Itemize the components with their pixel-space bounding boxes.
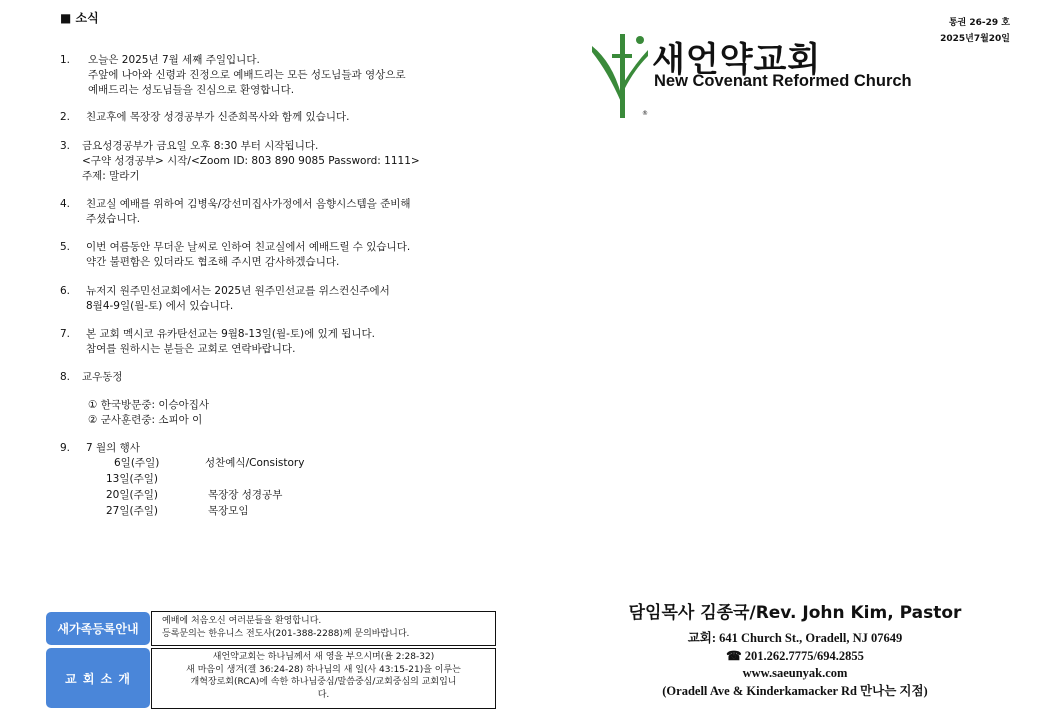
event-row: 27일(주일) 목장모임	[106, 505, 249, 517]
church-intro-badge: 교 회 소 개	[46, 648, 150, 708]
church-website[interactable]: www.saeunyak.com	[742, 666, 848, 680]
church-intro-box: 새언약교회는 하나님께서 새 영을 부으시며(욜 2:28-32) 새 마음이 생겨(겔 36:24-28) 하나님의 새 일(사 43:15-21)을 이루는 개혁장로회(RCA)에 속한 하나님중심/말씀중심/교회중심의 교회입니 다.	[151, 648, 496, 709]
registration-box: 예배에 처음오신 여러분들을 환영합니다. 등록문의는 한유니스 전도사(201-388-2288)께 문의바랍니다.	[151, 611, 496, 646]
church-logo	[590, 32, 990, 122]
member-news-item: ② 군사훈련중: 소피아 이	[88, 414, 203, 426]
contact-info	[600, 630, 990, 700]
news-item: 3. 금요성경공부가 금요일 오후 8:30 부터 시작됩니다. <구약 성경공부> 시작/<Zoom ID: 803 890 9085 Password: 1111> 주제: 말라기	[60, 140, 420, 182]
event-row: 13일(주일)	[106, 473, 158, 485]
news-item: 8. 교우동정	[60, 371, 123, 383]
section-title: ■ 소식	[60, 11, 99, 25]
event-row: 20일(주일) 목장장 성경공부	[106, 489, 283, 501]
events-list	[104, 456, 404, 520]
news-item: 7. 본 교회 멕시코 유카탄선교는 9월8-13일(월-토)에 있게 됩니다. 참여를 원하시는 분들은 교회로 연락바랍니다.	[60, 328, 376, 355]
church-phone: ☎ 201.262.7775/694.2855	[726, 648, 864, 663]
issue-number: 통권 26-29 호	[948, 18, 1010, 28]
event-row: 6일(주일) 성찬예식/Consistory	[114, 457, 305, 469]
registration-badge: 새가족등록안내	[46, 612, 150, 645]
logo-korean: 새언약교회	[652, 40, 822, 80]
news-item: 5. 이번 여름동안 무더운 날씨로 인하여 친교실에서 예배드릴 수 있습니다. 약간 불편함은 있더라도 협조해 주시면 감사하겠습니다.	[60, 241, 411, 268]
news-item: 1. 오늘은 2025년 7월 세째 주일입니다. 주앞에 나아와 신령과 진정으로 예배드리는 모든 성도님들과 영상으로 예배드리는 성도님들을 진심으로 환영합니다.	[60, 54, 406, 96]
news-item: 9. 7 월의 행사	[60, 442, 140, 454]
member-news	[88, 398, 209, 428]
logo-registered-mark: ®	[642, 110, 648, 117]
issue-date: 2025년7월20일	[940, 34, 1010, 44]
pastor-name: 담임목사 김종국/Rev. John Kim, Pastor	[628, 603, 962, 623]
news-item: 6. 뉴저지 원주민선교회에서는 2025년 원주민선교를 위스컨신주에서 8월4-9일(월-토) 에서 있습니다.	[60, 285, 390, 312]
church-address: 교회: 641 Church St., Oradell, NJ 07649	[687, 631, 903, 645]
cross-logo-icon	[590, 32, 650, 122]
member-news-item: ① 한국방문중: 이승아집사	[88, 399, 210, 411]
news-item: 4. 친교실 예배를 위하여 김병욱/강선미집사가정에서 음향시스템을 준비해 주셨습니다.	[60, 198, 411, 225]
logo-english: New Covenant Reformed Church	[654, 72, 912, 90]
news-item: 2. 친교후에 목장장 성경공부가 신준희목사와 함께 있습니다.	[60, 111, 350, 123]
church-directions: (Oradell Ave & Kinderkamacker Rd 만나는 지점)	[662, 683, 928, 698]
